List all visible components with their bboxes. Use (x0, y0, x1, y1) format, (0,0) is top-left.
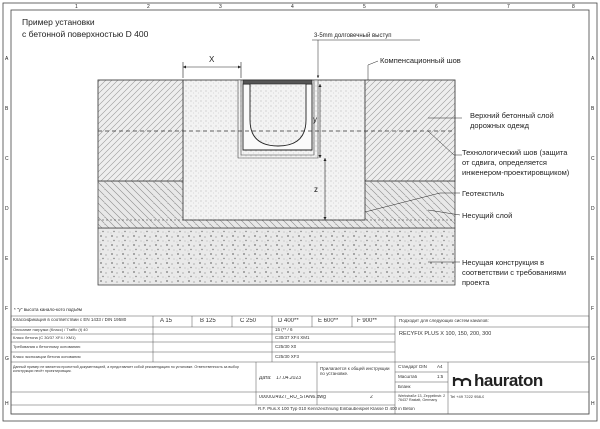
row2-value: C30/37 XF4 XM1 (275, 336, 310, 340)
top-slab-left (98, 80, 183, 181)
dim-y-label: y (313, 115, 317, 124)
standard-label: Стандарт DIN (398, 365, 427, 369)
product-name: RECYFIX PLUS X 100, 150, 200, 300 (399, 331, 492, 337)
frame-number: 8 (572, 4, 575, 10)
frame-number: 7 (507, 4, 510, 10)
frame-letter: E (591, 256, 595, 262)
class-f900: F 900** (357, 318, 378, 324)
brand-logo (452, 371, 543, 391)
sheet-label: Бланк (398, 385, 411, 389)
frame-number: 4 (291, 4, 294, 10)
tech-joint-label-2: от сдвига, определяется (462, 158, 547, 167)
frame-number: 5 (363, 4, 366, 10)
frame-number: 1 (75, 4, 78, 10)
frame-letter: A (5, 56, 9, 62)
top-layer-label-2: дорожных одежд (470, 121, 530, 130)
frame-letter: H (5, 401, 9, 407)
frame-letter: B (5, 106, 9, 112)
frame-letter: H (591, 401, 595, 407)
bearing-structure-label-1: Несущая конструкция в (462, 258, 545, 267)
row1-label: Описание нагрузки (Класс) / Traffic (t) 40 (13, 328, 88, 332)
frame-letter: F (591, 306, 595, 312)
footnote: * "y" высота канало-кото подъём (14, 307, 82, 312)
suitable-systems-header: Подходит для следующих систем каналов: (399, 319, 489, 323)
doc-number: 0000024927_RU_STAN6.dwg (259, 395, 326, 400)
bearing-layer-label: Несущий слой (462, 211, 513, 220)
frame-numbers-top (75, 4, 575, 10)
standard-value: A4 (437, 365, 443, 369)
frame-letter: D (5, 206, 9, 212)
bearing-structure-layer (98, 228, 455, 285)
frame-number: 6 (435, 4, 438, 10)
frame-letter: D (591, 206, 595, 212)
tech-joint-label-1: Технологический шов (защита (462, 148, 568, 157)
class-label: Классификация в соответствии с EN 1433 / DIN 19580 (13, 318, 127, 322)
install-note: Прилагается к общей инструкции по установке. (320, 366, 390, 377)
row3-label: Требования к бетонному основанию (13, 345, 81, 349)
class-b125: B 125 (200, 318, 216, 324)
company-address: Werkstraße 13, Zeppelinstr. 2 76437 Rastatt, Germany (398, 394, 446, 403)
top-slab-right (365, 80, 455, 181)
date-label: Дата: (259, 376, 272, 381)
brand-name: hauraton (474, 371, 543, 390)
date-value: 17.04.2023 (276, 376, 302, 381)
row4-value: C25/30 XF3 (275, 355, 300, 359)
geotextile-label: Геотекстиль (462, 189, 505, 198)
row3-value: C25/30 X0 (275, 345, 297, 349)
row4-label: Класс экспозиции бетона основания (13, 355, 81, 359)
drawing-description: R.F. Plus.X 100 Typ 010 Kennzeichnung Einbaubeispiel Klasse D 400 in Beton (258, 407, 415, 411)
class-d400: D 400** (278, 318, 299, 324)
class-a15: A 15 (160, 318, 173, 324)
bearing-structure-label-3: проекта (462, 278, 490, 287)
hauraton-logo-icon (452, 374, 472, 388)
company-phone: Tel +49 7222 958-0 (450, 395, 485, 399)
tech-joint-label-3: инженером-проектировщиком) (462, 168, 570, 177)
comp-joint-label: Компенсационный шов (380, 56, 461, 65)
frame-letter: C (5, 156, 9, 162)
drawing-title-line2: с бетонной поверхностью D 400 (22, 29, 149, 39)
revision-number: 2 (370, 395, 373, 400)
row2-label: Класс бетона (C 30/37 XF4 / XM1) (13, 336, 76, 340)
bearing-structure-label-2: соответствии с требованиями (462, 268, 567, 277)
class-e600: E 600** (318, 318, 339, 324)
frame-letter: G (5, 356, 9, 362)
top-layer-label-1: Верхний бетонный слой (470, 111, 554, 120)
frame-letter: C (591, 156, 595, 162)
row1-value: 15 (** / 6 (275, 328, 293, 332)
frame-letter: B (591, 106, 595, 112)
dim-x-label: X (209, 55, 215, 64)
frame-letter: E (5, 256, 9, 262)
class-c250: C 250 (240, 318, 257, 324)
frame-letters-right (591, 56, 595, 407)
frame-number: 2 (147, 4, 150, 10)
frame-letter: F (5, 306, 9, 312)
scale-label: Масштаб (398, 375, 418, 379)
frame-letter: G (591, 356, 595, 362)
protrusion-label: 3-5mm долговечный выступ (314, 33, 392, 39)
frame-letter: A (591, 56, 595, 62)
scale-value: 1:5 (437, 375, 444, 379)
channel-grating (243, 80, 312, 84)
drawing-title-line1: Пример установки (22, 17, 95, 27)
frame-number: 3 (219, 4, 222, 10)
dim-z-label: z (314, 185, 318, 194)
disclaimer-text: Данный пример не является проектной документацией, а представляет собой рекомендацию по установке. Ответственность за выбор конструкции несёт проектировщик. (13, 365, 239, 374)
comp-joint-leader (368, 61, 378, 65)
frame-letters-left (5, 56, 9, 407)
